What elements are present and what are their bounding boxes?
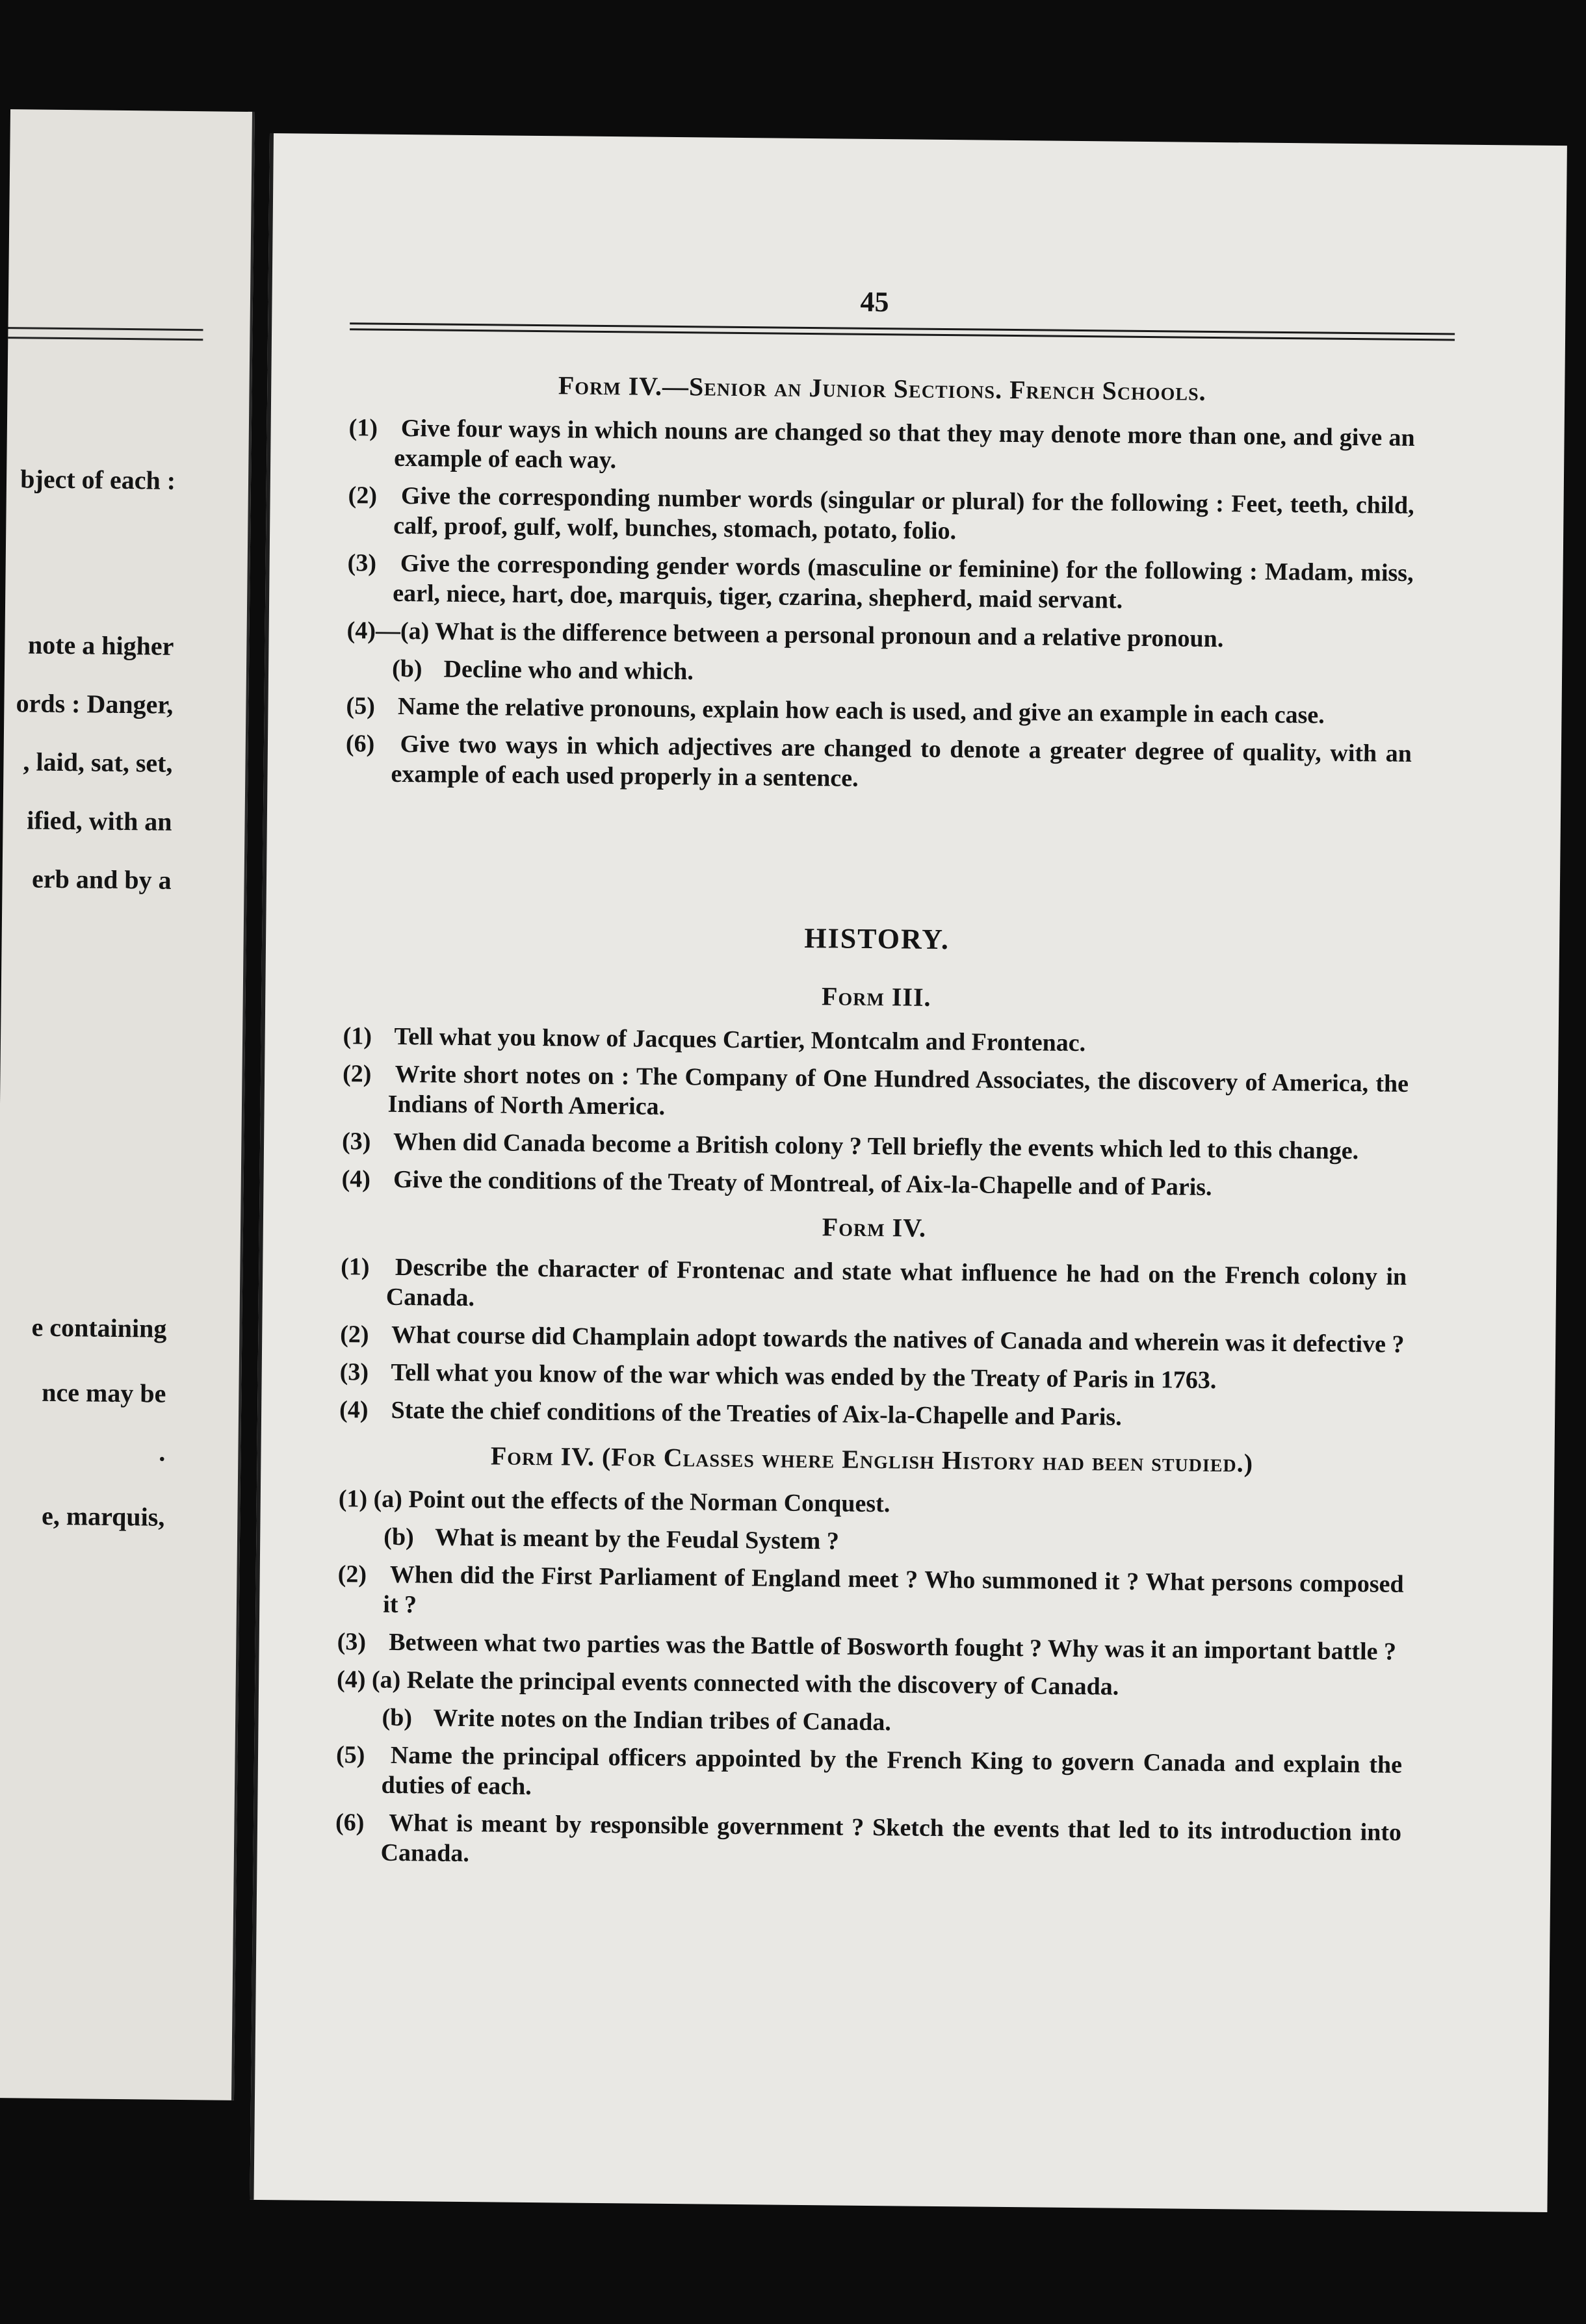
left-page-line: erb and by a	[31, 864, 172, 895]
question-text: Name the principal officers appointed by the French King to govern Canada and explain the duties of each.	[381, 1741, 1403, 1800]
question-list	[345, 413, 1414, 799]
question-text: Give two ways in which adjectives are changed to denote a greater degree of quality, with an example of each used properly in a sentence.	[391, 730, 1412, 792]
question-text: Describe the character of Frontenac and state what influence he had on the French colony in Canada.	[385, 1253, 1407, 1312]
document-page	[250, 133, 1566, 2212]
left-page-line: .	[159, 1437, 166, 1467]
question-number: (1) (a)	[338, 1485, 403, 1514]
question-number: (b)	[391, 654, 422, 683]
question-number: (1)	[348, 414, 378, 442]
question-number: (b)	[384, 1523, 414, 1551]
question-item	[337, 1664, 1403, 1705]
left-page-line: ords : Danger,	[16, 688, 174, 719]
french-schools-section	[345, 368, 1415, 807]
question-number: (4)—(a)	[346, 617, 430, 645]
question-item	[340, 1319, 1406, 1360]
question-item	[337, 1627, 1403, 1667]
form-iv-english-heading: Form IV. (For Classes where English History had been studied.)	[490, 1441, 1254, 1478]
question-number: (2)	[348, 482, 378, 510]
question-item	[342, 1059, 1409, 1129]
question-item	[339, 1357, 1405, 1397]
question-number: (5)	[346, 692, 376, 720]
question-text: Give four ways in which nouns are changed so that they may denote more than one, and give an example of each way.	[394, 414, 1415, 474]
question-number: (6)	[345, 730, 375, 758]
question-item	[341, 1164, 1407, 1204]
question-number: (3)	[347, 549, 377, 577]
question-text: When did the First Parliament of England meet ? Who summoned it ? What persons composed it ?	[383, 1560, 1404, 1619]
left-page-line: bject of each :	[20, 464, 176, 495]
question-item	[346, 691, 1412, 731]
question-item	[339, 1484, 1405, 1524]
history-section	[335, 917, 1410, 1885]
question-number: (2)	[342, 1060, 372, 1088]
question-text: What is meant by responsible government ? Sketch the events that led to its introduction into Canada.	[380, 1809, 1402, 1868]
question-number: (1)	[341, 1253, 370, 1281]
previous-page-fragment	[0, 109, 255, 2100]
question-text: Decline who and which.	[443, 655, 694, 686]
left-page-rule	[8, 327, 203, 331]
question-item	[347, 548, 1414, 618]
form-iv-heading: Form IV.	[822, 1212, 927, 1243]
question-text: What is meant by the Feudal System ?	[434, 1523, 840, 1555]
question-number: (3)	[337, 1628, 367, 1656]
question-text: What is the difference between a personal pronoun and a relative pronoun.	[434, 617, 1224, 653]
question-text: Tell what you know of Jacques Cartier, Montcalm and Frontenac.	[394, 1022, 1086, 1057]
history-title: HISTORY.	[804, 922, 950, 956]
question-text: State the chief conditions of the Treaties of Aix-la-Chapelle and Paris.	[391, 1396, 1122, 1431]
question-number: (3)	[341, 1128, 371, 1156]
question-number: (2)	[337, 1560, 367, 1588]
question-item	[335, 1807, 1401, 1878]
left-page-line: nce may be	[42, 1377, 166, 1408]
question-number: (4) (a)	[336, 1666, 401, 1694]
page-number: 45	[860, 285, 889, 318]
question-text: Give the corresponding gender words (masculine or feminine) for the following : Madam, miss, earl, niece, hart, doe, marquis, tiger, czarina, shepherd, maid servant.	[393, 549, 1414, 614]
question-number: (4)	[339, 1396, 369, 1424]
question-item	[338, 1521, 1404, 1562]
question-text: Give the conditions of the Treaty of Montreal, of Aix-la-Chapelle and of Paris.	[393, 1165, 1212, 1201]
question-text: Give the corresponding number words (singular or plural) for the following : Feet, teeth, child, calf, proof, gulf, wolf, bunches, stomach, potato, folio.	[393, 482, 1414, 545]
question-number: (1)	[343, 1022, 372, 1050]
question-list	[341, 1021, 1409, 1204]
left-page-line: , laid, sat, set,	[23, 747, 173, 778]
question-text: Tell what you know of the war which was ended by the Treaty of Paris in 1763.	[391, 1358, 1217, 1395]
left-page-rule	[8, 337, 203, 341]
left-page-line: e containing	[31, 1312, 167, 1343]
question-number: (4)	[341, 1165, 371, 1193]
question-number: (6)	[335, 1809, 365, 1837]
question-number: (b)	[382, 1703, 413, 1732]
question-text: When did Canada become a British colony ? Tell briefly the events which led to this change.	[393, 1128, 1359, 1165]
header-rules	[350, 322, 1455, 344]
question-number: (5)	[335, 1741, 365, 1769]
question-item	[345, 729, 1412, 799]
question-item	[339, 1395, 1405, 1435]
question-text: Name the relative pronouns, explain how each is used, and give an example in each case.	[397, 692, 1325, 729]
question-item	[335, 1740, 1402, 1810]
question-item	[337, 1559, 1404, 1629]
question-item	[348, 480, 1414, 550]
question-item	[346, 653, 1412, 693]
question-text: What course did Champlain adopt towards the natives of Canada and wherein was it defective ?	[391, 1321, 1405, 1358]
question-item	[343, 1021, 1409, 1061]
question-item	[342, 1126, 1408, 1167]
question-number: (2)	[340, 1321, 369, 1349]
question-item	[341, 1252, 1407, 1322]
question-item	[336, 1702, 1402, 1742]
form-iii-heading: Form III.	[821, 981, 931, 1012]
question-text: Write notes on the Indian tribes of Canada.	[433, 1704, 892, 1737]
question-text: Write short notes on : The Company of One Hundred Associates, the discovery of America, the Indians of North America.	[387, 1060, 1409, 1120]
question-list	[335, 1484, 1405, 1878]
section-heading: Form IV.—Senior an Junior Sections. French Schools.	[558, 370, 1206, 406]
question-list	[339, 1252, 1407, 1435]
question-text: Between what two parties was the Battle of Bosworth fought ? Why was it an important battle ?	[389, 1628, 1397, 1666]
question-text: Point out the effects of the Norman Conquest.	[408, 1486, 890, 1518]
left-page-line: note a higher	[27, 630, 174, 661]
question-item	[348, 413, 1415, 483]
question-number: (3)	[339, 1358, 369, 1386]
question-item	[346, 615, 1412, 656]
question-text: Relate the principal events connected with the discovery of Canada.	[406, 1666, 1119, 1701]
left-page-line: e, marquis,	[41, 1501, 165, 1532]
left-page-line: ified, with an	[26, 805, 172, 836]
